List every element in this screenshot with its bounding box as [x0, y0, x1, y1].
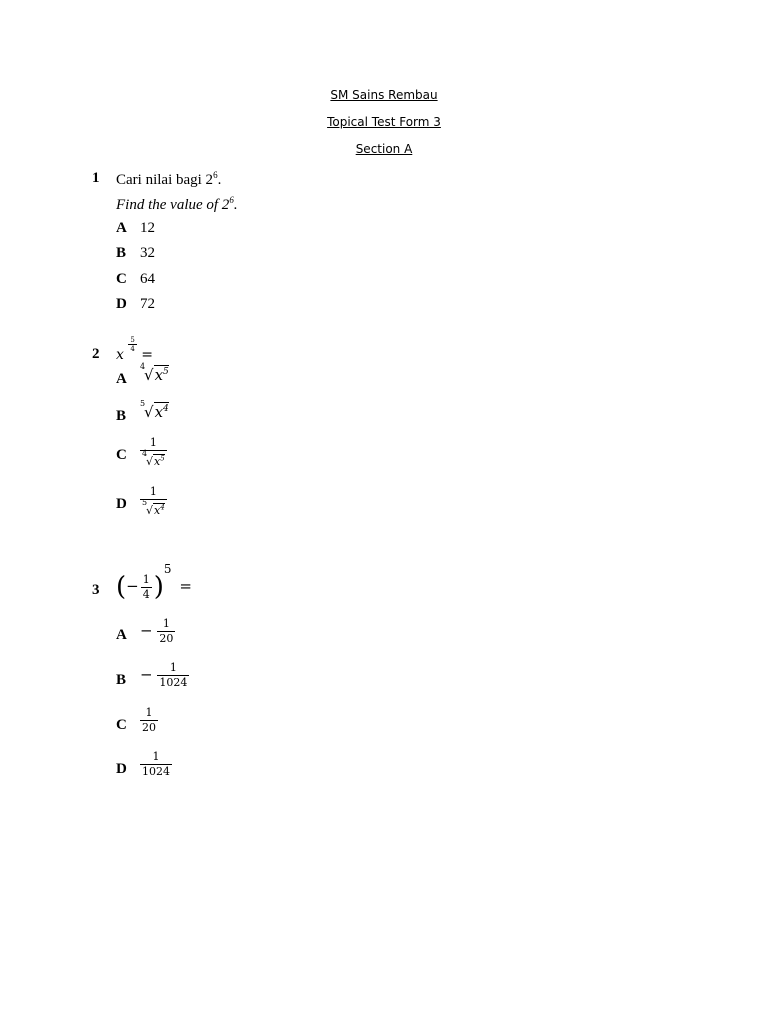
q3-option-d-value: [140, 750, 172, 779]
left-paren-icon: (: [116, 572, 127, 602]
q3-b-num: 1: [169, 661, 177, 674]
q3-stem-equals: =: [179, 577, 192, 595]
q3-stem-sign: −: [126, 577, 139, 595]
q3-c-num: 1: [145, 706, 153, 719]
q1-option-d-text: 72: [140, 296, 155, 312]
q3-stem-exp: 5: [163, 562, 172, 576]
q2-option-a-radical: [140, 362, 169, 384]
q3-option-b-value: [140, 661, 189, 690]
q3-c-den: 20: [142, 721, 156, 734]
q3-a-num: 1: [162, 617, 170, 630]
q2-option-a-letter: A: [116, 371, 127, 387]
question-1-malay-exponent: 6: [213, 170, 218, 180]
q2-option-b-radical: [140, 399, 169, 421]
q1-option-b-letter: B: [116, 245, 127, 261]
radical-icon: √: [144, 366, 154, 384]
q3-d-num: 1: [152, 750, 160, 763]
radical-icon: √: [146, 503, 154, 517]
section-title: Section A: [355, 142, 413, 156]
q3-stem-den: 4: [142, 587, 150, 601]
q3-option-c-letter: C: [116, 717, 127, 733]
question-1-number: 1: [92, 170, 100, 186]
q2-c-exp: 5: [160, 454, 165, 462]
q2-b-base: x: [154, 403, 164, 421]
q2-option-d-letter: D: [116, 496, 127, 512]
q1-option-c-text: 64: [140, 271, 155, 287]
test-title: Topical Test Form 3: [327, 115, 441, 129]
radical-icon: √: [146, 454, 154, 468]
q2-a-exp: 5: [163, 367, 169, 377]
q2-stem-exp-num: 5: [130, 336, 135, 344]
q2-d-numerator: 1: [149, 485, 157, 498]
q2-stem-equals: =: [141, 346, 154, 363]
question-3-number: 3: [92, 582, 100, 598]
q2-d-root-index: 5: [142, 498, 148, 507]
question-3-stem: [116, 562, 192, 602]
q2-option-c-fraction: [140, 436, 167, 469]
q3-option-a-letter: A: [116, 627, 127, 643]
q3-a-den: 20: [159, 632, 174, 645]
q2-stem-exp-den: 4: [130, 345, 135, 353]
q3-stem-num: 1: [142, 572, 150, 586]
q3-option-b-letter: B: [116, 672, 127, 688]
q2-b-exp: 4: [163, 404, 169, 414]
q1-option-d-letter: D: [116, 296, 127, 312]
q1-option-c-letter: C: [116, 271, 127, 287]
question-1-english-text: Find the value of 2: [116, 197, 230, 213]
q3-option-d-letter: D: [116, 761, 127, 777]
q2-c-base: x: [154, 454, 161, 468]
question-1-english-exponent: 6: [229, 195, 234, 205]
q2-stem-exponent: [128, 336, 136, 353]
question-1-malay-suffix: .: [217, 172, 222, 188]
radical-icon: √: [144, 403, 154, 421]
q2-b-root-index: 5: [140, 399, 146, 408]
question-2-stem: [116, 336, 154, 363]
question-1-malay: [116, 170, 221, 189]
q2-d-base: x: [154, 503, 161, 517]
q2-stem-base: x: [116, 346, 124, 363]
q2-option-b-letter: B: [116, 408, 127, 424]
q2-d-exp: 4: [160, 503, 165, 511]
q3-option-c-value: [140, 706, 158, 735]
q2-option-c-letter: C: [116, 447, 127, 463]
question-1-english-suffix: .: [233, 197, 238, 213]
q1-option-a-letter: A: [116, 220, 127, 236]
q3-b-sign: −: [140, 665, 153, 684]
q2-c-root-index: 4: [142, 449, 148, 458]
question-1-english: [116, 195, 238, 214]
q2-option-d-fraction: [140, 485, 167, 518]
q2-c-numerator: 1: [149, 436, 157, 449]
q1-option-a-text: 12: [140, 220, 155, 236]
q3-a-sign: −: [140, 621, 153, 640]
question-1-malay-text: Cari nilai bagi 2: [116, 172, 214, 188]
question-2-number: 2: [92, 346, 100, 362]
right-paren-icon: ): [153, 572, 164, 602]
q2-a-base: x: [154, 366, 164, 384]
school-title: SM Sains Rembau: [330, 88, 438, 102]
q1-option-b-text: 32: [140, 245, 155, 261]
q3-d-den: 1024: [142, 765, 170, 778]
q3-b-den: 1024: [159, 676, 188, 689]
q3-option-a-value: [140, 617, 175, 646]
q2-a-root-index: 4: [140, 362, 146, 371]
